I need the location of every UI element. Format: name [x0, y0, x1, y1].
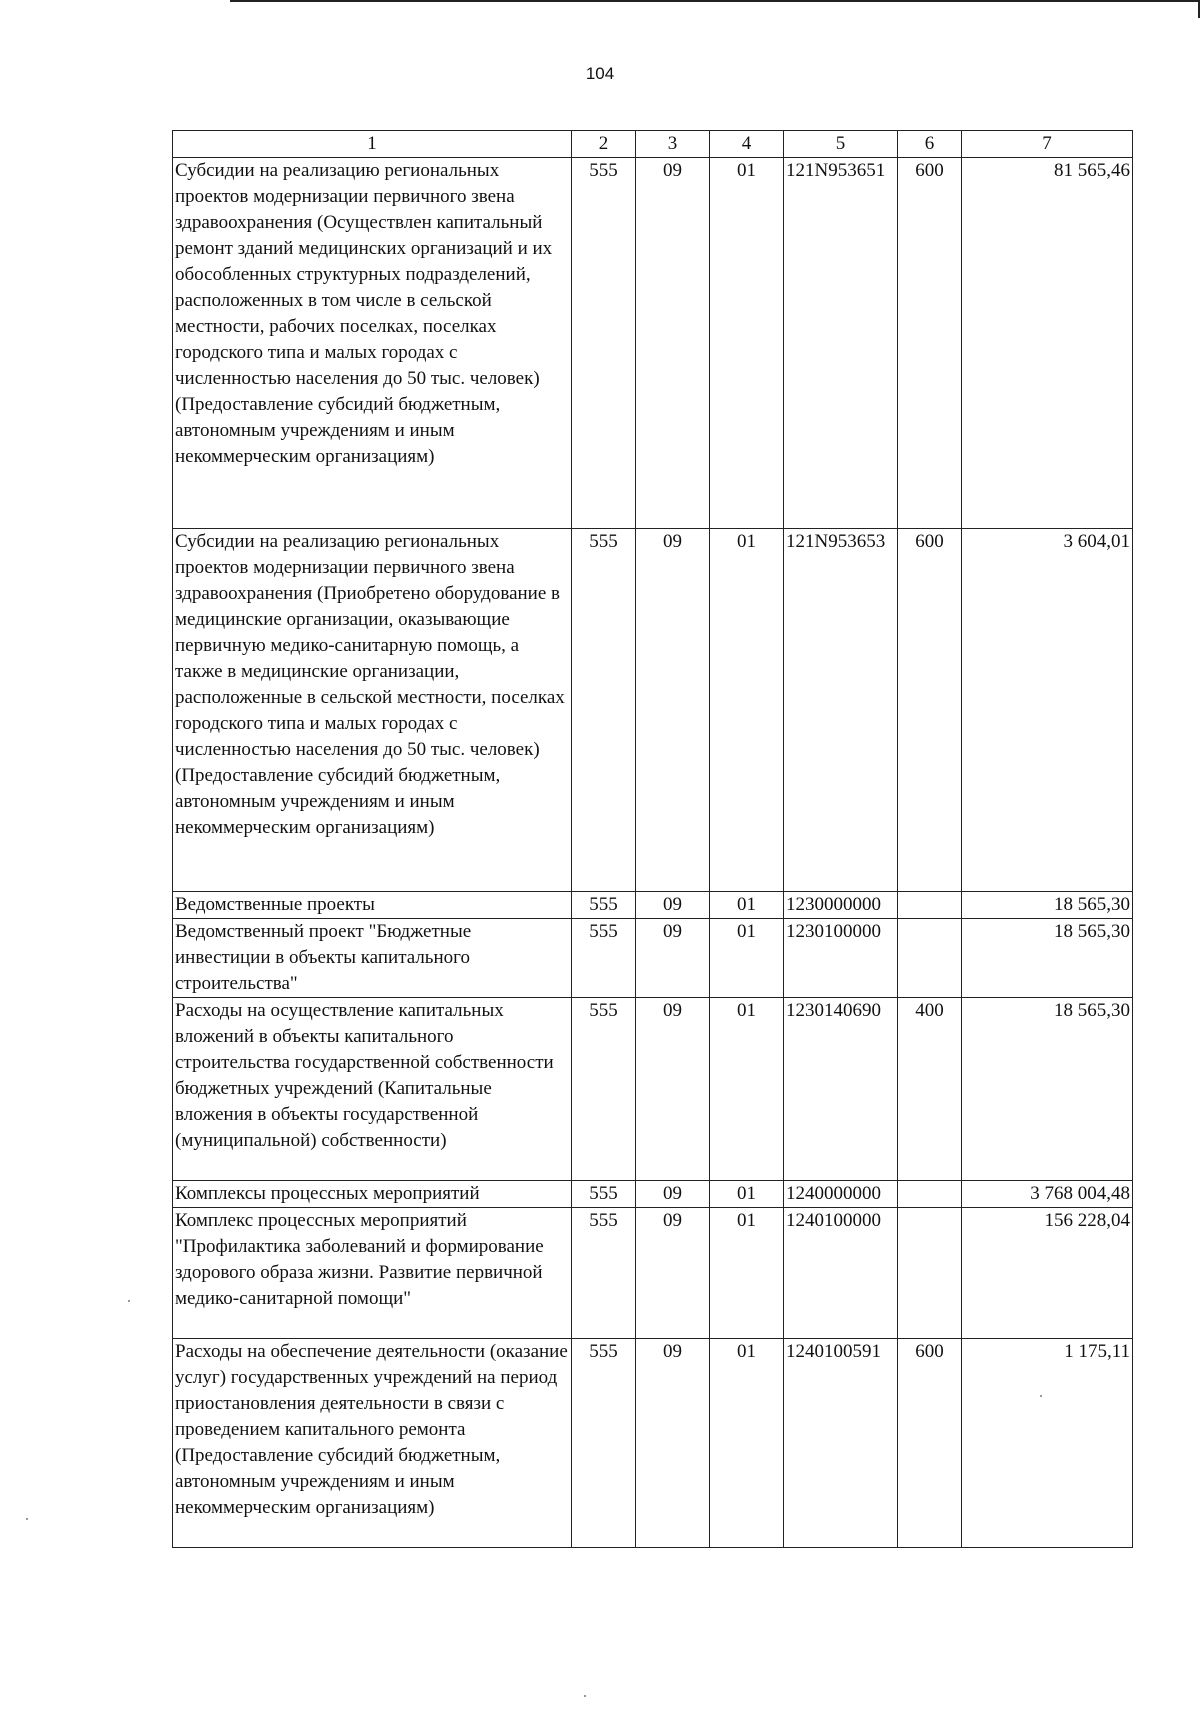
table-row [173, 998, 1133, 1181]
row-ministry-cell: 555 [572, 919, 636, 998]
scan-speck [584, 1695, 586, 1697]
row-subsection-cell: 01 [710, 1181, 784, 1208]
row-section-cell: 09 [636, 998, 710, 1181]
row-section-cell: 09 [636, 919, 710, 998]
row-ministry-cell: 555 [572, 1208, 636, 1339]
row-subsection-cell: 01 [710, 919, 784, 998]
row-ministry-cell: 555 [572, 1339, 636, 1548]
row-ministry-cell: 555 [572, 998, 636, 1181]
row-name-cell: Расходы на обеспечение деятельности (оказание услуг) государственных учреждений на период приостановления деятельности в связи с проведением капитального ремонта (Предоставление субсидий бюджетным, автономным учреждениям и иным некоммерческим организациям) [173, 1339, 572, 1548]
table-row [173, 1181, 1133, 1208]
row-amount-cell: 3 768 004,48 [962, 1181, 1133, 1208]
row-ministry-cell: 555 [572, 892, 636, 919]
row-subsection-cell: 01 [710, 1208, 784, 1339]
row-section-cell: 09 [636, 1339, 710, 1548]
row-section-cell: 09 [636, 1181, 710, 1208]
row-ministry-cell: 555 [572, 529, 636, 892]
scan-speck [1040, 1395, 1042, 1397]
row-name-cell: Субсидии на реализацию региональных проектов модернизации первичного звена здравоохранения (Осуществлен капитальный ремонт зданий медицинских организаций и их обособленных структурных подразделений, расположенных в том числе в сельской местности, рабочих поселках, поселках городского типа и малых городах с численностью населения до 50 тыс. человек) (Предоставление субсидий бюджетным, автономным учреждениям и иным некоммерческим организациям) [173, 158, 572, 529]
row-subsection-cell: 01 [710, 529, 784, 892]
row-name-cell: Комплекс процессных мероприятий "Профилактика заболеваний и формирование здорового образа жизни. Развитие первичной медико-санитарной помощи" [173, 1208, 572, 1339]
row-target-cell: 1240100591 [784, 1339, 898, 1548]
row-target-cell: 1230100000 [784, 919, 898, 998]
row-name-cell: Расходы на осуществление капитальных вложений в объекты капитального строительства государственной собственности бюджетных учреждений (Капитальные вложения в объекты государственной (муниципальной) собственности) [173, 998, 572, 1181]
row-subsection-cell: 01 [710, 892, 784, 919]
row-expense-type-cell: 400 [898, 998, 962, 1181]
row-amount-cell: 81 565,46 [962, 158, 1133, 529]
row-amount-cell: 18 565,30 [962, 892, 1133, 919]
row-section-cell: 09 [636, 529, 710, 892]
column-header: 1 [173, 131, 572, 158]
row-target-cell: 1240100000 [784, 1208, 898, 1339]
row-subsection-cell: 01 [710, 1339, 784, 1548]
row-target-cell: 121N953651 [784, 158, 898, 529]
top-border-line [230, 0, 1200, 2]
row-amount-cell: 3 604,01 [962, 529, 1133, 892]
row-target-cell: 1240000000 [784, 1181, 898, 1208]
row-name-cell: Ведомственный проект "Бюджетные инвестиции в объекты капитального строительства" [173, 919, 572, 998]
row-subsection-cell: 01 [710, 158, 784, 529]
row-target-cell: 1230140690 [784, 998, 898, 1181]
row-name-cell: Комплексы процессных мероприятий [173, 1181, 572, 1208]
table-row [173, 1339, 1133, 1548]
table-header-row [173, 131, 1133, 158]
scan-speck [128, 1300, 130, 1302]
table-row [173, 1208, 1133, 1339]
row-section-cell: 09 [636, 892, 710, 919]
row-expense-type-cell: 600 [898, 1339, 962, 1548]
column-header: 7 [962, 131, 1133, 158]
table-row [173, 919, 1133, 998]
column-header: 3 [636, 131, 710, 158]
row-ministry-cell: 555 [572, 1181, 636, 1208]
row-amount-cell: 1 175,11 [962, 1339, 1133, 1548]
table-row [173, 158, 1133, 529]
row-amount-cell: 18 565,30 [962, 998, 1133, 1181]
row-section-cell: 09 [636, 158, 710, 529]
column-header: 4 [710, 131, 784, 158]
row-name-cell: Субсидии на реализацию региональных проектов модернизации первичного звена здравоохранения (Приобретено оборудование в медицинские организации, оказывающие первичную медико-санитарную помощь, а также в медицинские организации, расположенные в сельской местности, поселках городского типа и малых городах с численностью населения до 50 тыс. человек) (Предоставление субсидий бюджетным, автономным учреждениям и иным некоммерческим организациям) [173, 529, 572, 892]
row-expense-type-cell: 600 [898, 529, 962, 892]
row-expense-type-cell: 600 [898, 158, 962, 529]
table-row [173, 529, 1133, 892]
column-header: 6 [898, 131, 962, 158]
row-name-cell: Ведомственные проекты [173, 892, 572, 919]
page-number: 104 [585, 64, 615, 83]
row-target-cell: 121N953653 [784, 529, 898, 892]
row-target-cell: 1230000000 [784, 892, 898, 919]
row-subsection-cell: 01 [710, 998, 784, 1181]
scan-speck [26, 1518, 28, 1520]
row-section-cell: 09 [636, 1208, 710, 1339]
row-expense-type-cell [898, 1208, 962, 1339]
table-row [173, 892, 1133, 919]
row-amount-cell: 156 228,04 [962, 1208, 1133, 1339]
column-header: 5 [784, 131, 898, 158]
column-header: 2 [572, 131, 636, 158]
row-expense-type-cell [898, 919, 962, 998]
row-expense-type-cell [898, 892, 962, 919]
row-ministry-cell: 555 [572, 158, 636, 529]
row-expense-type-cell [898, 1181, 962, 1208]
budget-table [172, 130, 1133, 1548]
row-amount-cell: 18 565,30 [962, 919, 1133, 998]
